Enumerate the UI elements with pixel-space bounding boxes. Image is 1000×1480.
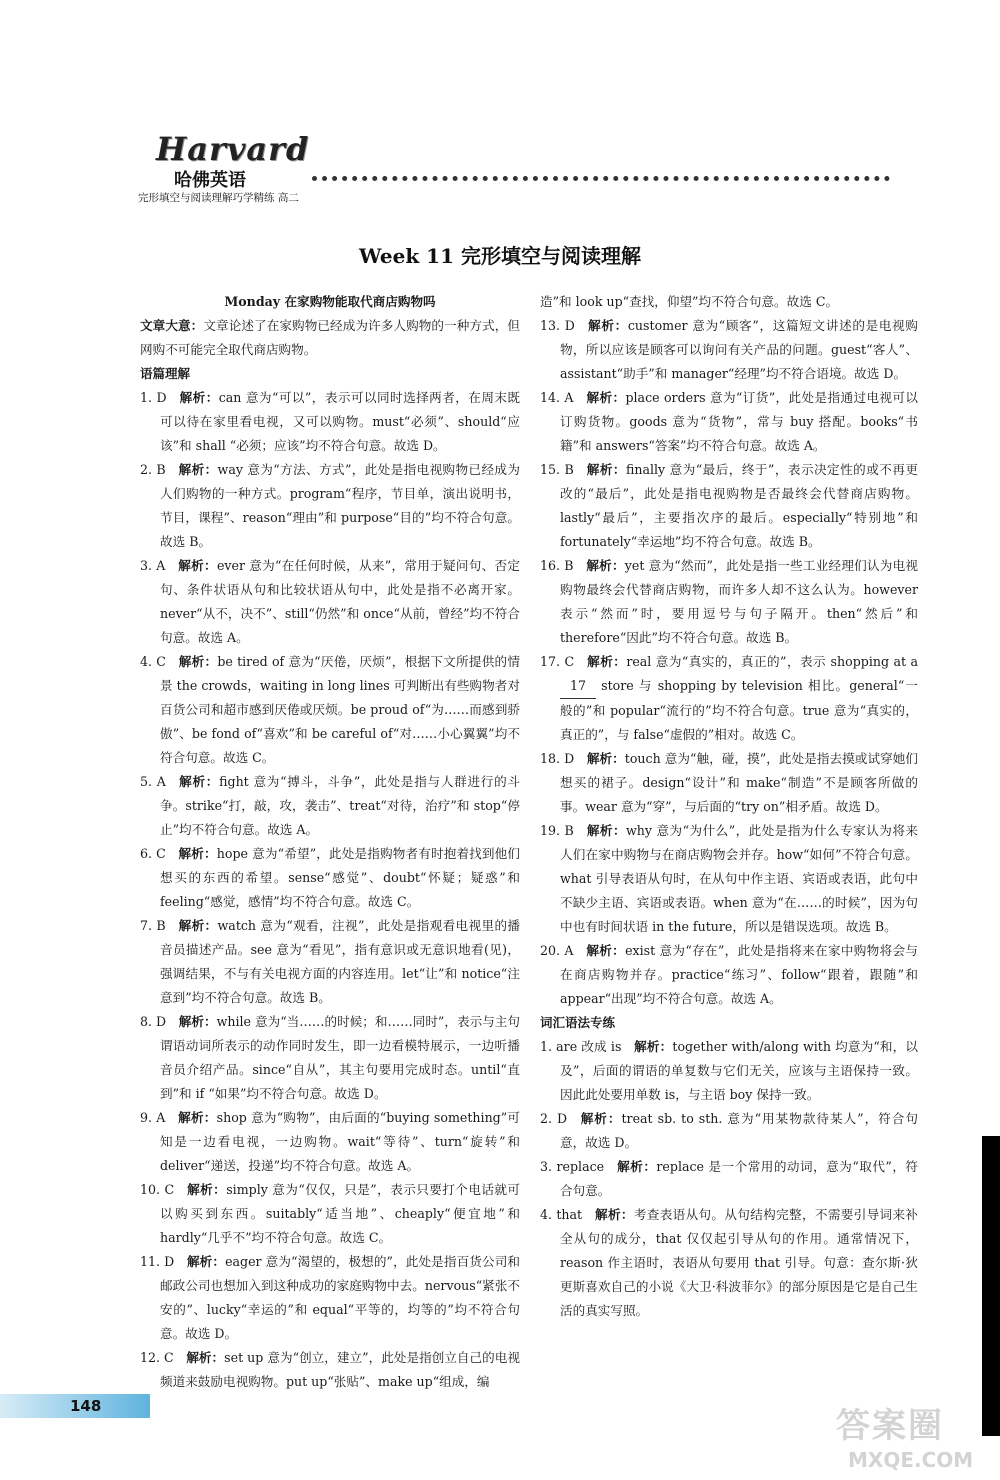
summary-text: 文章论述了在家购物已经成为许多人购物的一种方式，但网购不可能完全取代商店购物。	[140, 318, 521, 357]
answer-number: 3. A	[140, 558, 166, 573]
answer-number: 14. A	[540, 390, 574, 405]
analysis-text: real 意为“真实的，真正的”，表示 shopping at a	[626, 654, 919, 669]
analysis-text: shop 意为“购物”，由后面的“buying something”可知是一边看电视，一边购物。wait“等待”、turn“旋转”和 deliver“递送，投递”均不符合句意。故选 A。	[160, 1110, 520, 1173]
analysis-label: 解析：	[634, 1039, 673, 1054]
answer-item	[140, 1250, 520, 1346]
answer-number: 11. D	[140, 1254, 175, 1269]
analysis-label: 解析：	[586, 823, 627, 838]
answer-item	[540, 386, 918, 458]
left-column	[140, 290, 520, 1394]
answer-number: 13. D	[540, 318, 575, 333]
answer-item	[140, 1106, 520, 1178]
analysis-label: 解析：	[178, 558, 217, 573]
analysis-text: place orders 意为“订货”，此处是指通过电视可以订购货物。goods 意为“货物”，常与 buy 搭配。books“书籍”和 answers“答案”均不符合句意。故选 A。	[560, 390, 918, 453]
analysis-label: 解析：	[186, 1182, 227, 1197]
analysis-label: 解析：	[579, 1111, 622, 1126]
analysis-label: 解析：	[178, 846, 217, 861]
answer-item	[140, 914, 520, 1010]
analysis-text: eager 意为“渴望的，极想的”，此处是指百货公司和邮政公司也想加入到这种成功的家庭购物中去。nervous“紧张不安的”、lucky“幸运的”和 equal“平等的，均等的”均不符合句意。故选 D。	[160, 1254, 520, 1341]
answer-list-left	[140, 386, 520, 1394]
analysis-label: 解析：	[586, 558, 625, 573]
answer-item	[540, 1107, 918, 1155]
answer-list-right	[540, 314, 918, 1011]
analysis-text: why 意为“为什么”，此处是指为什么专家认为将来人们在家中购物与在商店购物会并存。how“如何”不符合句意。what 引导表语从句时，在从句中作主语、宾语或表语，此句中不缺少主语、宾语或表语。when 意为“在……的时候”，因为句中也有时间状语 in the future，所以是错误选项。故选 B。	[560, 823, 919, 934]
vocab-heading: 词汇语法专练	[540, 1015, 616, 1030]
answer-item	[140, 386, 520, 458]
answer-number: 8. D	[140, 1014, 167, 1029]
answer-item	[540, 554, 918, 650]
analysis-label: 解析：	[587, 318, 628, 333]
answer-number: 3. replace	[540, 1159, 605, 1174]
right-column	[540, 290, 918, 1323]
analysis-label: 解析：	[616, 1159, 657, 1174]
analysis-label: 解析：	[586, 462, 626, 477]
analysis-text: finally 意为“最后，终于”，表示决定性的或不再更改的“最后”，此处是指电视购物是否最终会代替商店购物。lastly“最后”，主要指次序的最后。especially“特别地”和 fortunately“幸运地”均不符合句意。故选 B。	[560, 462, 918, 549]
answer-number: 12. C	[140, 1350, 174, 1365]
logo-wordmark: Harvard	[156, 130, 310, 168]
answer-number: 1. are 改成 is	[540, 1039, 622, 1054]
analysis-text: treat sb. to sth. 意为“用某物款待某人”，符合句意，故选 D。	[560, 1111, 918, 1150]
answer-number: 7. B	[140, 918, 166, 933]
analysis-label: 解析：	[178, 774, 220, 789]
continued-text: 造”和 look up“查找，仰望”均不符合句意。故选 C。	[540, 294, 839, 309]
answer-item	[140, 1010, 520, 1106]
analysis-label: 解析：	[594, 1207, 634, 1222]
section-title: Monday 在家购物能取代商店购物吗	[224, 294, 436, 309]
answer-item	[140, 650, 520, 770]
answer-number: 6. C	[140, 846, 166, 861]
answer-item	[540, 1155, 918, 1203]
answer-number: 4. that	[540, 1207, 583, 1222]
analysis-text: while 意为“当……的时候；和……同时”，表示与主句谓语动词所表示的动作同时发生，即一边看模特展示，一边听播音员介绍产品。since“自从”，其主句要用完成时态。until“直到”和 if “如果”均不符合句意。故选 D。	[160, 1014, 521, 1101]
summary	[140, 314, 520, 362]
answer-number: 15. B	[540, 462, 574, 477]
answer-number: 9. A	[140, 1110, 166, 1125]
summary-label: 文章大意：	[140, 318, 204, 333]
answer-item	[140, 1178, 520, 1250]
analysis-text: customer 意为“顾客”，这篇短文讲述的是电视购物，所以应该是顾客可以询问有关产品的问题。guest“客人”、assistant“助手”和 manager“经理”均不符合语境。故选 D。	[560, 318, 918, 381]
watermark-logo	[836, 1398, 986, 1478]
analysis-label: 解析：	[586, 390, 626, 405]
blank-number: 17	[560, 674, 596, 699]
analysis-label: 解析：	[586, 654, 627, 669]
answer-number: 4. C	[140, 654, 166, 669]
analysis-label: 解析：	[178, 654, 218, 669]
harvard-logo	[138, 128, 308, 210]
analysis-text: simply 意为“仅仅，只是”，表示只要打个电话就可以购买到东西。suitably“适当地”、cheaply“便宜地”和 hardly“几乎不”均不符合句意。故选 C。	[160, 1182, 520, 1245]
analysis-text: set up 意为“创立，建立”，此处是指创立自己的电视频道来鼓励电视购物。put up“张贴”、make up“组成，编	[160, 1350, 520, 1389]
header-dotted-rule	[312, 176, 890, 187]
analysis-text: store 与 shopping by television 相比。general“一般的”和 popular“流行的”均不符合句意。true 意为“真实的，真正的”，与 false“虚假的”相对。故选 C。	[560, 678, 918, 742]
side-edge-bar	[982, 1136, 1000, 1436]
logo-chinese-name: 哈佛英语	[174, 170, 246, 191]
vocab-list	[540, 1035, 918, 1323]
analysis-label: 解析：	[179, 390, 219, 405]
answer-item	[540, 1035, 918, 1107]
analysis-text: can 意为“可以”，表示可以同时选择两者，在周末既可以待在家里看电视，又可以购物。must“必须”、should“应该”和 shall “必须；应该”均不符合句意。故选 D。	[160, 390, 521, 453]
answer-item	[140, 770, 520, 842]
analysis-label: 解析：	[178, 1014, 217, 1029]
answer-number: 2. B	[140, 462, 166, 477]
analysis-label: 解析：	[586, 751, 625, 766]
answer-item	[540, 314, 918, 386]
analysis-text: replace 是一个常用的动词，意为“取代”，符合句意。	[560, 1159, 918, 1198]
analysis-text: hope 意为“希望”，此处是指购物者有时抱着找到他们想买的东西的希望。sense“感觉”、doubt“怀疑；疑惑”和 feeling“感觉，感情”均不符合句意。故选 C。	[160, 846, 521, 909]
analysis-label: 解析：	[177, 1110, 217, 1125]
answer-item	[140, 458, 520, 554]
answer-item	[540, 458, 918, 554]
page-number: 148	[0, 1394, 150, 1418]
answer-number: 18. D	[540, 751, 575, 766]
analysis-text: way 意为“方法、方式”，此处是指电视购物已经成为人们购物的一种方式。program“程序，节目单，演出说明书，节目，课程”、reason“理由”和 purpose“目的”均不符合句意。故选 B。	[160, 462, 520, 549]
watermark-mark: 答案圈	[836, 1406, 944, 1446]
analysis-text: fight 意为“搏斗，斗争”，此处是指与人群进行的斗争。strike“打，敲，攻，袭击”、treat“对待，治疗”和 stop“停止”均不符合句意。故选 A。	[160, 774, 521, 837]
answer-number: 1. D	[140, 390, 167, 405]
answer-item	[140, 842, 520, 914]
answer-number: 20. A	[540, 943, 574, 958]
analysis-text: watch 意为“观看，注视”，此处是指观看电视里的播音员描述产品。see 意为“看见”，指有意识或无意识地看(见)，强调结果，不与有关电视方面的内容连用。let“让”和 notice“注意到”均不符合句意。故选 B。	[160, 918, 521, 1005]
answer-number: 10. C	[140, 1182, 175, 1197]
analysis-text: 考查表语从句。从句结构完整，不需要引导词来补全从句的成分，that 仅仅起引导从句的作用。通常情况下，reason 作主语时，表语从句要用 that 引导。句意：查尔斯·狄更斯喜欢自己的小说《大卫·科波菲尔》的部分原因是它是自己生活的真实写照。	[560, 1207, 919, 1318]
answer-number: 2. D	[540, 1111, 568, 1126]
analysis-label: 解析：	[186, 1254, 226, 1269]
analysis-text: ever 意为“在任何时候，从来”，常用于疑问句、否定句、条件状语从句和比较状语从句中，此处是指不必离开家。never“从不，决不”、still“仍然”和 once“从前，曾经”均不符合句意。故选 A。	[160, 558, 521, 645]
answer-number: 16. B	[540, 558, 574, 573]
analysis-text: together with/along with 均意为“和，以及”，后面的谓语的单复数与它们无关，应该与主语保持一致。因此此处要用单数 is，与主语 boy 保持一致。	[560, 1039, 919, 1102]
answer-item	[540, 939, 918, 1011]
answer-item	[540, 1203, 918, 1323]
analysis-text: touch 意为“触，碰，摸”，此处是指去摸或试穿她们想买的裙子。design“设计”和 make“制造”不是顾客所做的事。wear 意为“穿”，与后面的“try on”相矛盾。故选 D。	[560, 751, 918, 814]
analysis-label: 解析：	[586, 943, 626, 958]
analysis-text: yet 意为“然而”，此处是指一些工业经理们认为电视购物最终会代替商店购物，而许多人却不这么认为。however 表示“然而”时，要用逗号与句子隔开。then“然后”和 therefore“因此”均不符合句意。故选 B。	[560, 558, 919, 645]
answer-item	[140, 1346, 520, 1394]
reading-heading: 语篇理解	[140, 366, 191, 381]
page-title: Week 11 完形填空与阅读理解	[359, 244, 641, 268]
answer-number: 5. A	[140, 774, 166, 789]
answer-item	[140, 554, 520, 650]
logo-subtitle: 完形填空与阅读理解巧学精练 高二	[138, 192, 299, 204]
analysis-label: 解析：	[178, 918, 218, 933]
answer-item	[540, 650, 918, 747]
answer-item	[540, 819, 918, 939]
watermark-site: MXQE.COM	[848, 1448, 974, 1472]
analysis-text: be tired of 意为“厌倦，厌烦”，根据下文所提供的情景 the crowds，waiting in long lines 可判断出有些购物者对百货公司和超市感到厌倦或厌烦。be proud of“为……而感到骄傲”、be fond of“喜欢”和 be careful of“对……小心翼翼”均不符合句意。故选 C。	[160, 654, 520, 765]
analysis-text: exist 意为“存在”，此处是指将来在家中购物将会与在商店购物并存。practice“练习”、follow“跟着，跟随”和 appear“出现”均不符合句意。故选 A。	[560, 943, 918, 1006]
analysis-label: 解析：	[186, 1350, 225, 1365]
answer-number: 17. C	[540, 654, 575, 669]
answer-number: 19. B	[540, 823, 574, 838]
analysis-label: 解析：	[178, 462, 218, 477]
answer-item	[540, 747, 918, 819]
